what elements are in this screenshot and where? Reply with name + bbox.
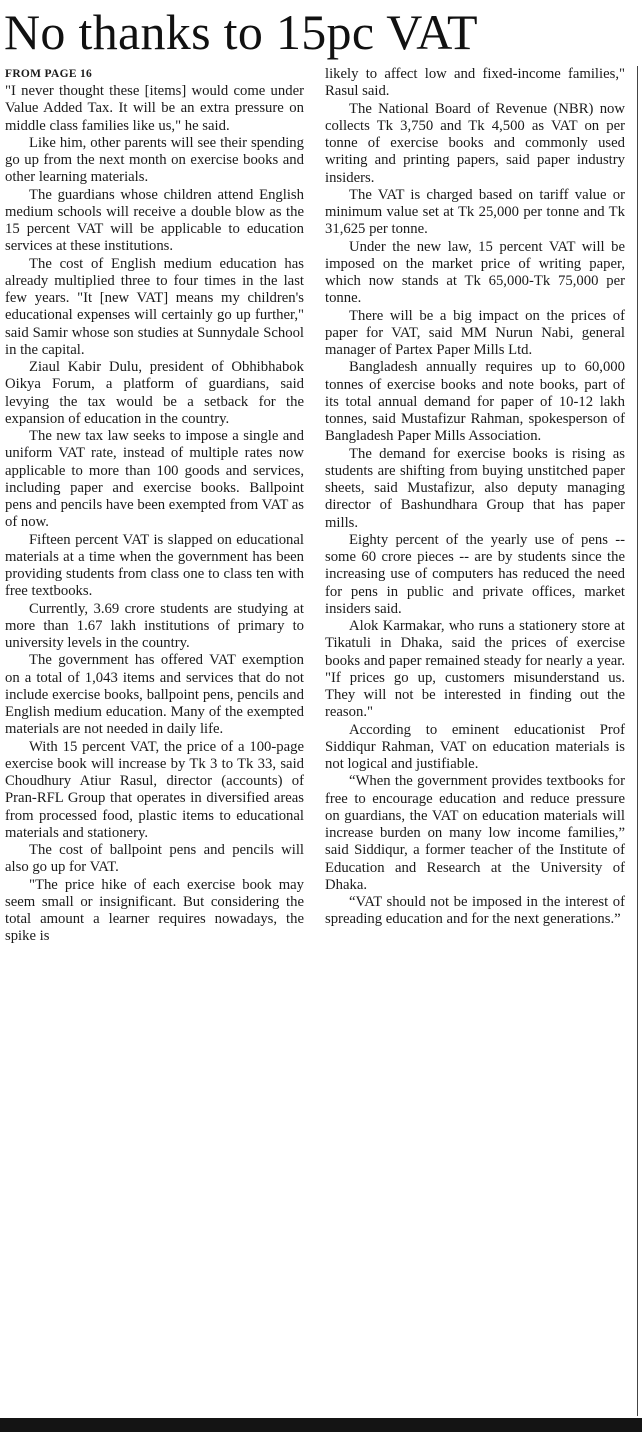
paragraph: The National Board of Revenue (NBR) now collects Tk 3,750 and Tk 4,500 as VAT on per tonne of exercise books and commonly used writing and printing papers, said paper industry insiders. [325,100,625,186]
paragraph: According to eminent educationist Prof Siddiqur Rahman, VAT on education materials is not logical and justifiable. [325,721,625,772]
paragraph: The cost of ballpoint pens and pencils will also go up for VAT. [5,842,304,876]
paragraph: Fifteen percent VAT is slapped on educational materials at a time when the government has been providing students from class one to class ten with free textbooks. [5,531,304,600]
paragraph: The government has offered VAT exemption on a total of 1,043 items and services that do not include exercise books, ballpoint pens, pencils and English medium education. Many of the exempted materials are not needed in daily life. [5,652,304,738]
paragraph: “VAT should not be imposed in the interest of spreading education and for the next generations.” [325,894,625,928]
paragraph: Eighty percent of the yearly use of pens -- some 60 crore pieces -- are by students since the increasing use of computers has reduced the need for pens in public and private offices, market insiders said. [325,531,625,617]
paragraph: The VAT is charged based on tariff value or minimum value set at Tk 25,000 per tonne and Tk 31,625 per tonne. [325,186,625,238]
paragraph: The guardians whose children attend English medium schools will receive a double blow as the 15 percent VAT will be applicable to education services at these institutions. [5,186,304,255]
paragraph: Currently, 3.69 crore students are studying at more than 1.67 lakh institutions of primary to university levels in the country. [5,600,304,651]
paragraph: "The price hike of each exercise book may seem small or insignificant. But considering the total amount a learner requires nowadays, the spike is [5,876,304,945]
paragraph: The new tax law seeks to impose a single and uniform VAT rate, instead of multiple rates now applicable to more than 100 goods and services, including paper and exercise books. Ballpoint pens and pencils have been exempted from VAT as of now. [5,428,304,531]
article-column-left [5,66,304,946]
paragraph: Ziaul Kabir Dulu, president of Obhibhabok Oikya Forum, a platform of guardians, said levying the tax would be a setback for the expansion of education in the country. [5,359,304,427]
continuation-label: FROM PAGE 16 [5,68,93,80]
column-rule [637,66,638,1416]
paragraph: With 15 percent VAT, the price of a 100-page exercise book will increase by Tk 3 to Tk 33, said Choudhury Atiur Rasul, director (accounts) of Pran-RFL Group that operates in diversified areas from processed food, plastic items to educational materials and stationery. [5,738,304,841]
paragraph: "I never thought these [items] would come under Value Added Tax. It will be an extra pressure on middle class families like us," he said. [5,83,304,134]
paragraph: Under the new law, 15 percent VAT will be imposed on the market price of writing paper, which now stands at Tk 65,000-Tk 75,000 per tonne. [325,238,625,307]
page-bottom-bar [0,1418,642,1432]
paragraph: Like him, other parents will see their spending go up from the next month on exercise books and other learning materials. [5,134,304,186]
paragraph: Alok Karmakar, who runs a stationery store at Tikatuli in Dhaka, said the prices of exercise books and paper remained steady for nearly a year. "If prices go up, customers misunderstand us. They will not be interested in finding out the reason." [325,618,625,721]
paragraph: likely to affect low and fixed-income families," Rasul said. [325,66,625,100]
article-column-right [325,66,625,929]
headline: No thanks to 15pc VAT [4,4,478,60]
paragraph: There will be a big impact on the prices of paper for VAT, said MM Nurun Nabi, general manager of Partex Paper Mills Ltd. [325,307,625,358]
paragraph: The demand for exercise books is rising as students are shifting from buying unstitched paper sheets, said Mustafizur, also deputy managing director of Bashundhara Group that has paper mills. [325,445,625,531]
paragraph: Bangladesh annually requires up to 60,000 tonnes of exercise books and note books, part of its total annual demand for paper of 10-12 lakh tonnes, said Mustafizur Rahman, spokesperson of Bangladesh Paper Mills Association. [325,359,625,445]
paragraph: The cost of English medium education has already multiplied three to four times in the last few years. "It [new VAT] means my children's educational expenses will certainly go up further," said Samir whose son studies at Sunnydale School in the capital. [5,255,304,358]
paragraph: “When the government provides textbooks for free to encourage education and reduce pressure on guardians, the VAT on education materials will increase burden on many low income families,” said Siddiqur, a former teacher of the Institute of Education and Research at the University of Dhaka. [325,773,625,893]
